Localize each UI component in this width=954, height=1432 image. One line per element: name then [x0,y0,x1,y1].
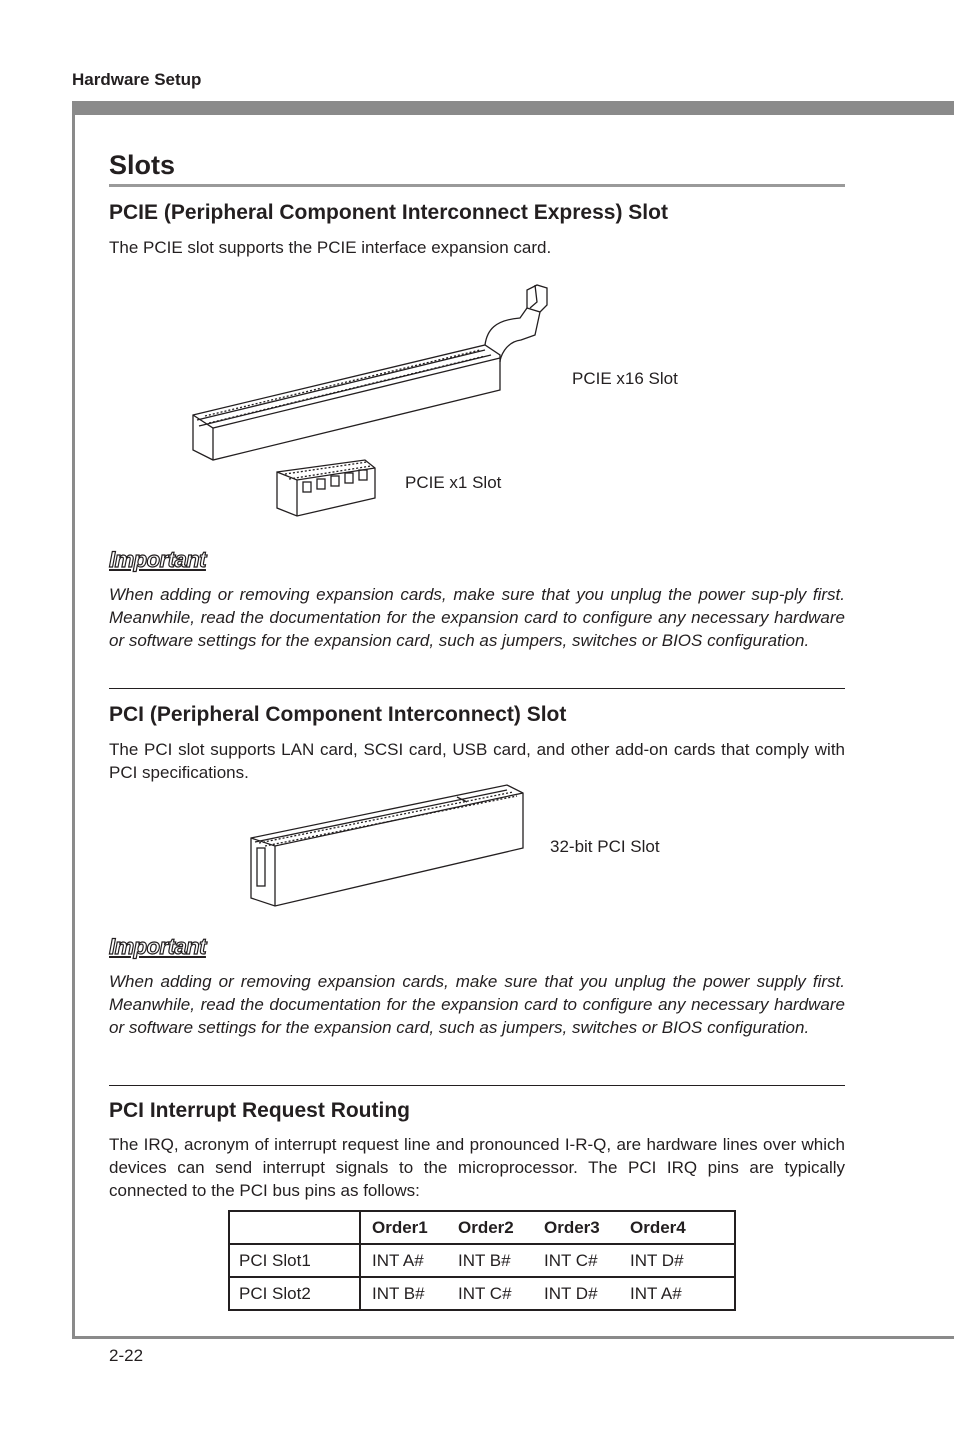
irq-heading: PCI Interrupt Request Routing [109,1099,410,1122]
table-row [229,1244,735,1277]
pcie-x16-label: PCIE x16 Slot [572,369,678,388]
table-header-cell: Order3 [544,1217,600,1237]
top-bar [72,101,954,115]
pci-heading: PCI (Peripheral Component Interconnect) Slot [109,703,567,726]
table-cell: PCI Slot2 [229,1277,360,1310]
pcie-x1-label: PCIE x1 Slot [405,473,502,492]
table-cell: INT A# [372,1250,424,1270]
important-heading-2: Important [109,934,206,959]
table-cell: INT A# [630,1283,682,1303]
pcie-slots-illustration [185,280,565,525]
page-title: Slots [109,150,176,180]
table-cell: INT C# [544,1250,598,1270]
title-divider [109,184,845,187]
table-cell: INT D# [630,1250,684,1270]
table-cell: INT D# [544,1283,598,1303]
table-header-row [229,1211,735,1244]
table-cell: INT C# [458,1283,512,1303]
table-header-cell: Order1 [372,1217,428,1237]
table-header-cell [229,1211,360,1244]
table-cell-group [360,1277,735,1310]
section-divider [109,688,845,689]
irq-description: The IRQ, acronym of interrupt request line and pronounced I-R-Q, are hardware lines over which devices can send interrupt signals to the microprocessor. The PCI IRQ pins are typically connected to the PCI bus pins as follows: [109,1135,845,1200]
table-header-cell: Order4 [630,1217,686,1237]
bottom-border [72,1336,954,1339]
table-header-cell: Order2 [458,1217,514,1237]
table-header-orders [360,1211,735,1244]
irq-routing-table [228,1210,736,1311]
pcie-heading: PCIE (Peripheral Component Interconnect Express) Slot [109,201,668,224]
page-number: 2-22 [109,1346,144,1365]
important-note-2: When adding or removing expansion cards, make sure that you unplug the power supply first. Meanwhile, read the documentation for the expansion card to configure any necessary hardware or software settings for the expansion card, such as jumpers, switches or BIOS configuration. [109,972,845,1037]
table-cell: INT B# [458,1250,511,1270]
table-cell: PCI Slot1 [229,1244,360,1277]
important-note: When adding or removing expansion cards, make sure that you unplug the power sup-ply first. Meanwhile, read the documentation for the expansion card to configure any necessary hardware or software settings for the expansion card, such as jumpers, switches or BIOS configuration. [109,585,845,650]
table-row [229,1277,735,1310]
section-divider-2 [109,1085,845,1086]
left-border [72,101,75,1339]
important-heading: Important [109,547,206,572]
table-cell-group [360,1244,735,1277]
pcie-description: The PCIE slot supports the PCIE interface expansion card. [109,238,552,257]
section-header: Hardware Setup [72,70,202,89]
table-cell: INT B# [372,1283,425,1303]
pci-slot-illustration [245,780,535,912]
pci-slot-label: 32-bit PCI Slot [550,837,660,856]
pci-description: The PCI slot supports LAN card, SCSI card, USB card, and other add-on cards that comply with PCI specifications. [109,740,845,782]
